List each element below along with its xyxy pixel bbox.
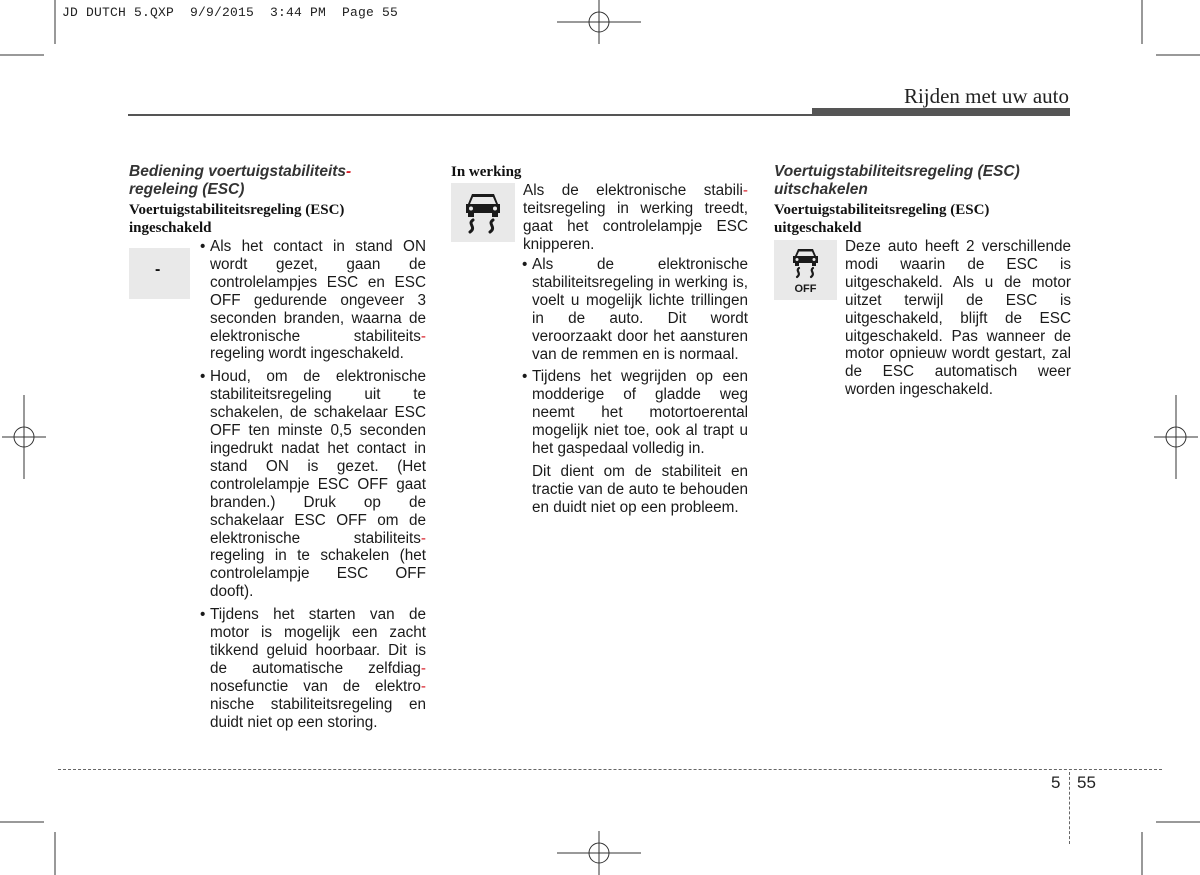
section-title-text: Bediening voertuigstabiliteits — [129, 163, 347, 180]
section-title-text: regeleing (ESC) — [129, 181, 245, 198]
header-rule — [128, 114, 812, 116]
bullet-icon: • — [522, 368, 528, 386]
hyphen: - — [346, 163, 352, 180]
list-item-text — [210, 368, 426, 601]
note-text: Dit dient om de stabiliteit en tractie van de auto te behouden en duidt niet op een probleem. — [532, 462, 748, 516]
esc-on-icon-label: - — [155, 261, 161, 278]
subtitle-esc-off: Voertuigstabiliteitsregeling (ESC) uitgeschakeld — [774, 202, 990, 236]
note-paragraph — [522, 463, 748, 517]
text-part: regeling in te schakelen (het controlelampje ESC OFF dooft). — [210, 547, 426, 601]
list-item-text: Als de elektronische stabiliteitsregeling in werking is, voelt u mogelijk lichte trillingen in de auto. Dit wordt veroorzaakt door het aansturen van de remmen en is normaal. — [532, 256, 748, 363]
bullet-icon: • — [200, 238, 206, 255]
text-part: Als de elektronische stabili — [523, 182, 743, 199]
col2-intro — [523, 182, 748, 254]
text-part: nosefunctie van de elektro — [210, 677, 421, 695]
section-title-esc-control — [129, 163, 429, 199]
text-part: nische stabiliteitsregeling en duidt niet op een storing. — [210, 695, 426, 731]
list-item — [522, 368, 748, 458]
bullet-icon: • — [522, 256, 528, 273]
hyphen: - — [742, 182, 748, 199]
text-part: Houd, om de elektronische stabiliteitsregeling uit te schakelen, de schakelaar ESC OFF ten minste 0,5 seconden ingedrukt nadat het contact in stand ON is gezet. (Het controlelampje ESC OFF gaat branden.) Druk op de schakelaar ESC OFF om de elektronische stabiliteits — [210, 368, 426, 547]
esc-off-icon — [774, 240, 837, 300]
list-item-text — [210, 238, 426, 363]
list-item-text — [210, 606, 426, 731]
footer-separator — [1069, 772, 1070, 844]
esc-on-indicator-box — [129, 248, 190, 299]
list-item-text: Tijdens het wegrijden op een modderige of gladde weg neemt het motortoerental mogelijk niet toe, ook al trapt u het gaspedaal volledig in. — [532, 368, 748, 458]
hyphen: - — [420, 677, 426, 695]
header-rule-accent — [812, 108, 1070, 116]
col3-body: Deze auto heeft 2 verschillende modi waarin de ESC is uitgeschakeld. Als u de motor uitzet terwijl de ESC is uitgeschakeld, blijft de ESC uitgeschakeld. Pas wanneer de motor opnieuw wordt gestart, zal de ESC automatisch weer worden ingeschakeld. — [845, 238, 1071, 399]
running-head: Rijden met uw auto — [903, 84, 1069, 108]
hyphen: - — [420, 327, 426, 345]
print-slug: JD DUTCH 5.QXP 9/9/2015 3:44 PM Page 55 — [62, 5, 399, 20]
registration-mark-top — [557, 0, 641, 44]
esc-skidding-car-icon — [451, 183, 515, 242]
list-item — [522, 256, 748, 363]
list-item — [200, 238, 426, 363]
list-item — [200, 606, 426, 731]
subtitle-in-operation: In werking — [451, 164, 522, 180]
section-title-esc-off: Voertuigstabiliteitsregeling (ESC) uitschakelen — [774, 163, 1020, 198]
text-part: Tijdens het starten van de motor is mogelijk een zacht tikkend geluid hoorbaar. Dit is de automatische zelfdiag — [210, 606, 426, 677]
list-item — [200, 368, 426, 601]
footer-rule — [58, 769, 1162, 770]
registration-mark-left — [2, 395, 46, 479]
text-part: Als het contact in stand ON wordt gezet, gaan de controlelampjes ESC en ESC OFF gedurende ongeveer 3 seconden branden, waarna de elektronische stabiliteits — [210, 238, 426, 345]
esc-indicator-box — [451, 183, 515, 242]
hyphen: - — [420, 529, 426, 547]
registration-mark-right — [1154, 395, 1198, 479]
hyphen: - — [420, 659, 426, 677]
text-part: teitsregeling in werking treedt, gaat het controlelampje ESC knipperen. — [523, 199, 748, 253]
col2-bullets — [522, 256, 748, 517]
esc-off-icon-text: OFF — [794, 283, 817, 295]
page-number: 55 — [1077, 773, 1096, 792]
bullet-icon: • — [200, 606, 206, 624]
subtitle-esc-on: Voertuigstabiliteitsregeling (ESC) ingeschakeld — [129, 202, 345, 236]
esc-off-indicator-box — [774, 240, 837, 300]
col1-bullets — [200, 238, 426, 731]
chapter-number: 5 — [1051, 773, 1061, 792]
bullet-icon: • — [200, 368, 206, 386]
registration-mark-bottom — [557, 831, 641, 875]
text-part: regeling wordt ingeschakeld. — [210, 345, 404, 363]
